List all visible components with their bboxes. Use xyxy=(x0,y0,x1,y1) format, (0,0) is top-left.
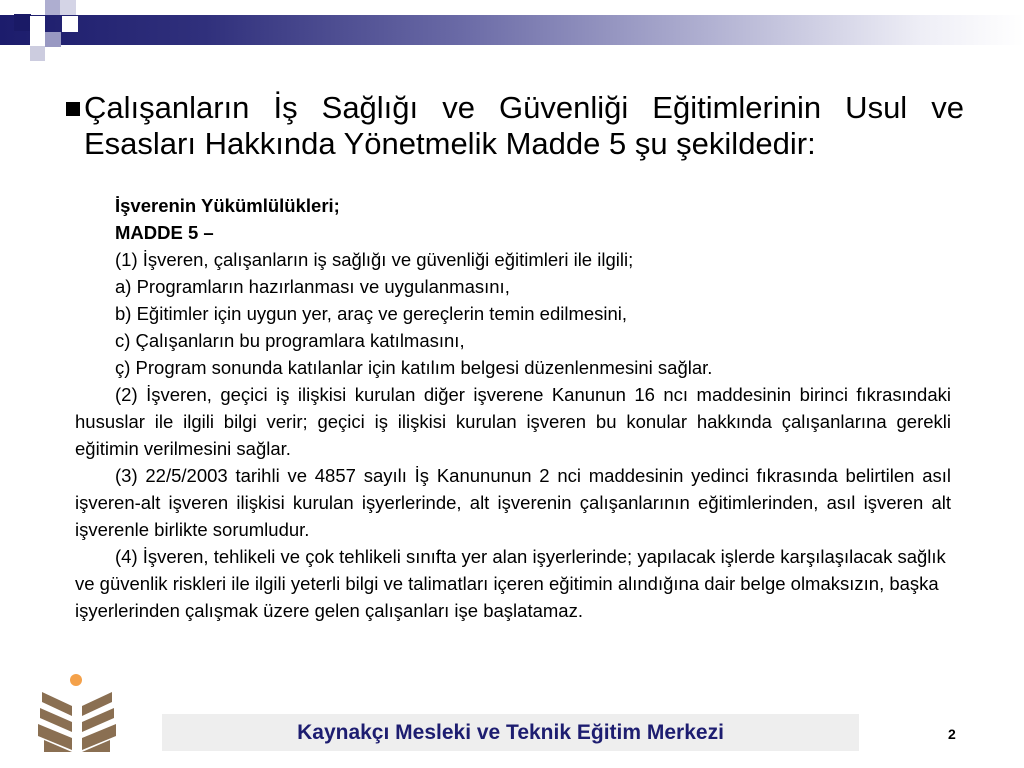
wheat-book-logo-icon xyxy=(36,672,118,756)
header-decor-square xyxy=(60,0,76,15)
header-decor-square xyxy=(30,16,45,32)
list-item: a) Programların hazırlanması ve uygulanmasını, xyxy=(115,276,510,297)
clause-3: (3) 22/5/2003 tarihli ve 4857 sayılı İş Kanununun 2 nci maddesinin yedinci fıkrasında belirtilen asıl işveren-alt işveren ilişkisi kurulan işyerlerinde, alt işverenin çalışanlarının eğitimlerinden, asıl işveren alt işverenle birlikte sorumludur. xyxy=(75,465,951,540)
header-decor-square xyxy=(14,14,31,31)
clause-4: (4) İşveren, tehlikeli ve çok tehlikeli sınıfta yer alan işyerlerinde; yapılacak işlerde karşılaşılacak sağlık ve güvenlik riskleri ile ilgili yeterli bilgi ve talimatları içeren eğitimin alındığına dair belge olmaksızın, başka işyerlerinden çalışmak üzere gelen çalışanları işe başlatamaz. xyxy=(75,546,946,621)
header-gradient-bar xyxy=(0,15,1024,45)
section-heading: İşverenin Yükümlülükleri; xyxy=(115,195,340,216)
header-decor-square xyxy=(45,0,61,15)
slide-title-text: Çalışanların İş Sağlığı ve Güvenliği Eğitimlerinin Usul ve Esasları Hakkında Yönetmelik Madde 5 şu şekildedir: xyxy=(84,90,964,161)
obligations-block xyxy=(75,192,795,381)
list-item: b) Eğitimler için uygun yer, araç ve gereçlerin temin edilmesini, xyxy=(115,303,628,324)
slide-body xyxy=(75,192,951,624)
header-decor-square xyxy=(62,16,78,32)
slide-title xyxy=(62,90,964,162)
clause-1-intro: (1) İşveren, çalışanların iş sağlığı ve güvenliği eğitimleri ile ilgili; xyxy=(115,249,634,270)
article-label: MADDE 5 – xyxy=(115,222,214,243)
header-decor-square xyxy=(45,32,61,47)
list-item: c) Çalışanların bu programlara katılmasını, xyxy=(115,330,465,351)
header-decor-square xyxy=(30,46,45,61)
footer-org-name: Kaynakçı Mesleki ve Teknik Eğitim Merkezi xyxy=(297,721,724,744)
clause-2: (2) İşveren, geçici iş ilişkisi kurulan diğer işverene Kanunun 16 ncı maddesinin birinci fıkrasındaki hususlar ile ilgili bilgi verir; geçici iş ilişkisi kurulan işveren bu konular hakkında çalışanlarına gerekli eğitimin verilmesini sağlar. xyxy=(75,384,951,459)
list-item: ç) Program sonunda katılanlar için katılım belgesi düzenlenmesini sağlar. xyxy=(115,357,713,378)
page-number: 2 xyxy=(948,726,956,742)
